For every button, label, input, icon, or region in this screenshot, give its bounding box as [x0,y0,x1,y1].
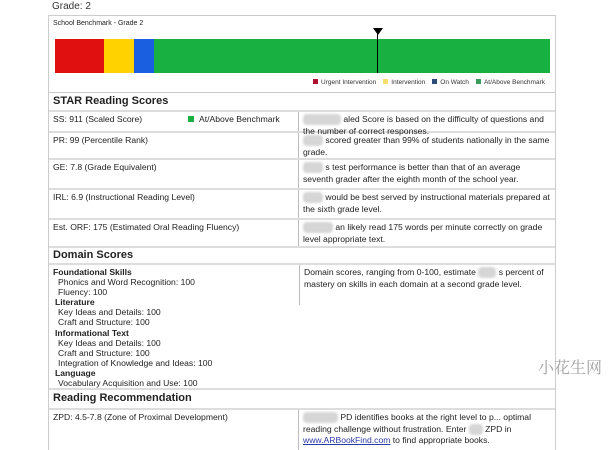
score-label: Est. ORF: 175 (Estimated Oral Reading Fluency) [53,222,240,232]
report-table [48,93,556,450]
score-desc: an likely read 175 words per minute correctly on grade level appropriate text. [303,222,543,244]
band-benchmark [154,39,550,73]
benchmark-legend [313,79,545,86]
domain-item: Key Ideas and Details: 100 [58,307,161,318]
watermark-logo: 小花生网 [537,360,602,377]
domain-section-title: Domain Scores [49,248,555,265]
domain-group: Informational Text [55,327,129,338]
score-desc: aled Score is based on the difficulty of questions and the number of correct responses. [303,114,544,136]
benchmark-title: School Benchmark - Grade 2 [53,20,144,27]
table-row: ZPD: 4.5-7.8 (Zone of Proximal Development) PD identifies books at the right level to p... optimal reading challenge without frustration. Enter ZPD in www.ARBookFind.com to find appropriate books. [49,410,555,450]
table-row [49,190,555,220]
star-section-title: STAR Reading Scores [49,93,555,112]
domain-group: Literature [55,297,95,308]
table-row: Foundational Skills Phonics and Word Recognition: 100 Fluency: 100 Literature Key Ideas and Details: 100 Craft and Structure: 100 Informational Text Key Ideas and Details: 100 Craft and Structure: 100 Integration of Knowledge and Ideas: 100 Language Vocabulary Acquisition and Use: 100 Domain scores, ranging from 0-100, estimate s percent of mastery on skills in each domain at a second grade level. [49,265,555,390]
band-intervention [104,39,134,73]
legend-item: On Watch [432,79,469,86]
score-marker-icon [373,28,383,35]
arbookfind-link[interactable]: www.ARBookFind.com [303,435,391,445]
band-urgent [55,39,104,73]
domain-item: Integration of Knowledge and Ideas: 100 [58,357,213,368]
table-row [49,112,555,136]
grade-label: Grade: 2 [52,1,91,12]
domain-group: Language [55,367,96,378]
score-label: SS: 911 (Scaled Score) [53,114,143,124]
legend-item: Urgent Intervention [313,79,376,86]
score-desc: scored greater than 99% of students nationally in the same grade. [303,135,550,157]
table-row [49,160,555,190]
band-on-watch [134,39,154,73]
domain-item: Key Ideas and Details: 100 [58,337,161,348]
score-label: PR: 99 (Percentile Rank) [53,135,149,145]
table-row [49,133,555,160]
score-label: GE: 7.8 (Grade Equivalent) [53,162,157,172]
domain-item: Fluency: 100 [58,287,108,298]
status-badge: At/Above Benchmark [188,114,280,129]
domain-item: Phonics and Word Recognition: 100 [58,277,195,288]
table-row [49,220,555,248]
legend-item: At/Above Benchmark [476,79,545,86]
score-marker-line [377,34,378,73]
score-label: IRL: 6.9 (Instructional Reading Level) [53,192,195,202]
score-desc: s test performance is better than that of an average seventh grader after the eighth month of the school year. [303,162,521,184]
score-desc: would be best served by instructional materials prepared at the sixth grade level. [303,192,550,214]
rec-section-title: Reading Recommendation [49,390,555,410]
domain-desc: Domain scores, ranging from 0-100, estimate [304,267,476,277]
legend-item: Intervention [383,79,425,86]
domain-item: Craft and Structure: 100 [58,347,150,358]
benchmark-chart [48,15,556,93]
domain-item: Craft and Structure: 100 [58,317,150,328]
zpd-label: ZPD: 4.5-7.8 (Zone of Proximal Development) [53,412,228,422]
domain-item: Vocabulary Acquisition and Use: 100 [58,378,198,389]
domain-group: Foundational Skills [53,267,132,277]
